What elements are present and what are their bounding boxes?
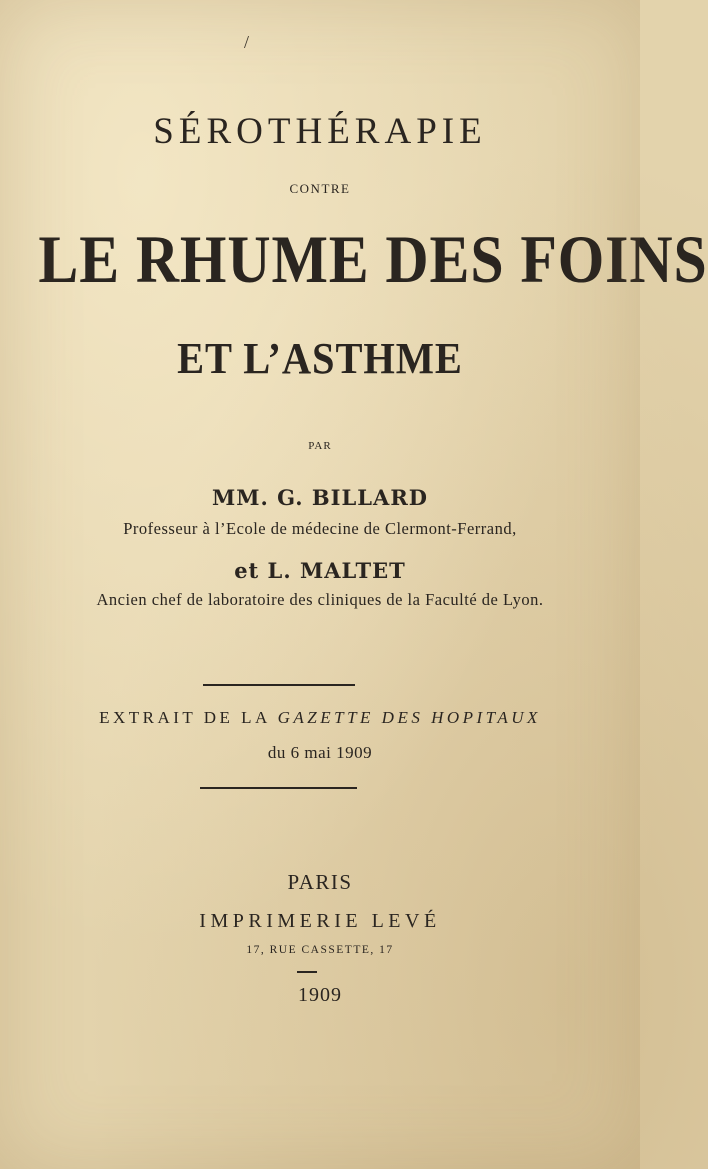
pencil-mark: / bbox=[244, 32, 250, 52]
par-label: PAR bbox=[308, 440, 332, 452]
subtitle-main: LE RHUME DES FOINS bbox=[38, 221, 708, 297]
publication-year: 1909 bbox=[298, 984, 342, 1006]
printer-name: IMPRIMERIE LEVÉ bbox=[199, 910, 441, 932]
author-maltet-role: Ancien chef de laboratoire des cliniques de la Faculté de Lyon. bbox=[96, 590, 544, 609]
author-maltet: et L. MALTET bbox=[234, 558, 406, 583]
subtitle-second: ET L’ASTHME bbox=[177, 334, 463, 383]
divider-small bbox=[297, 971, 317, 973]
author-billard-role: Professeur à l’Ecole de médecine de Clermont-Ferrand, bbox=[123, 519, 517, 538]
divider-middle bbox=[200, 787, 357, 789]
publication-date: du 6 mai 1909 bbox=[267, 743, 373, 762]
extrait-prefix: EXTRAIT DE LA bbox=[99, 708, 278, 727]
main-title: SÉROTHÉRAPIE bbox=[153, 111, 487, 152]
contre-label: CONTRE bbox=[289, 181, 351, 196]
city: PARIS bbox=[287, 870, 353, 894]
author-billard: MM. G. BILLARD bbox=[212, 485, 428, 510]
divider-top bbox=[203, 684, 355, 686]
extrait-line bbox=[0, 708, 640, 728]
printer-address: 17, RUE CASSETTE, 17 bbox=[246, 944, 394, 956]
journal-name: GAZETTE DES HOPITAUX bbox=[277, 708, 541, 727]
